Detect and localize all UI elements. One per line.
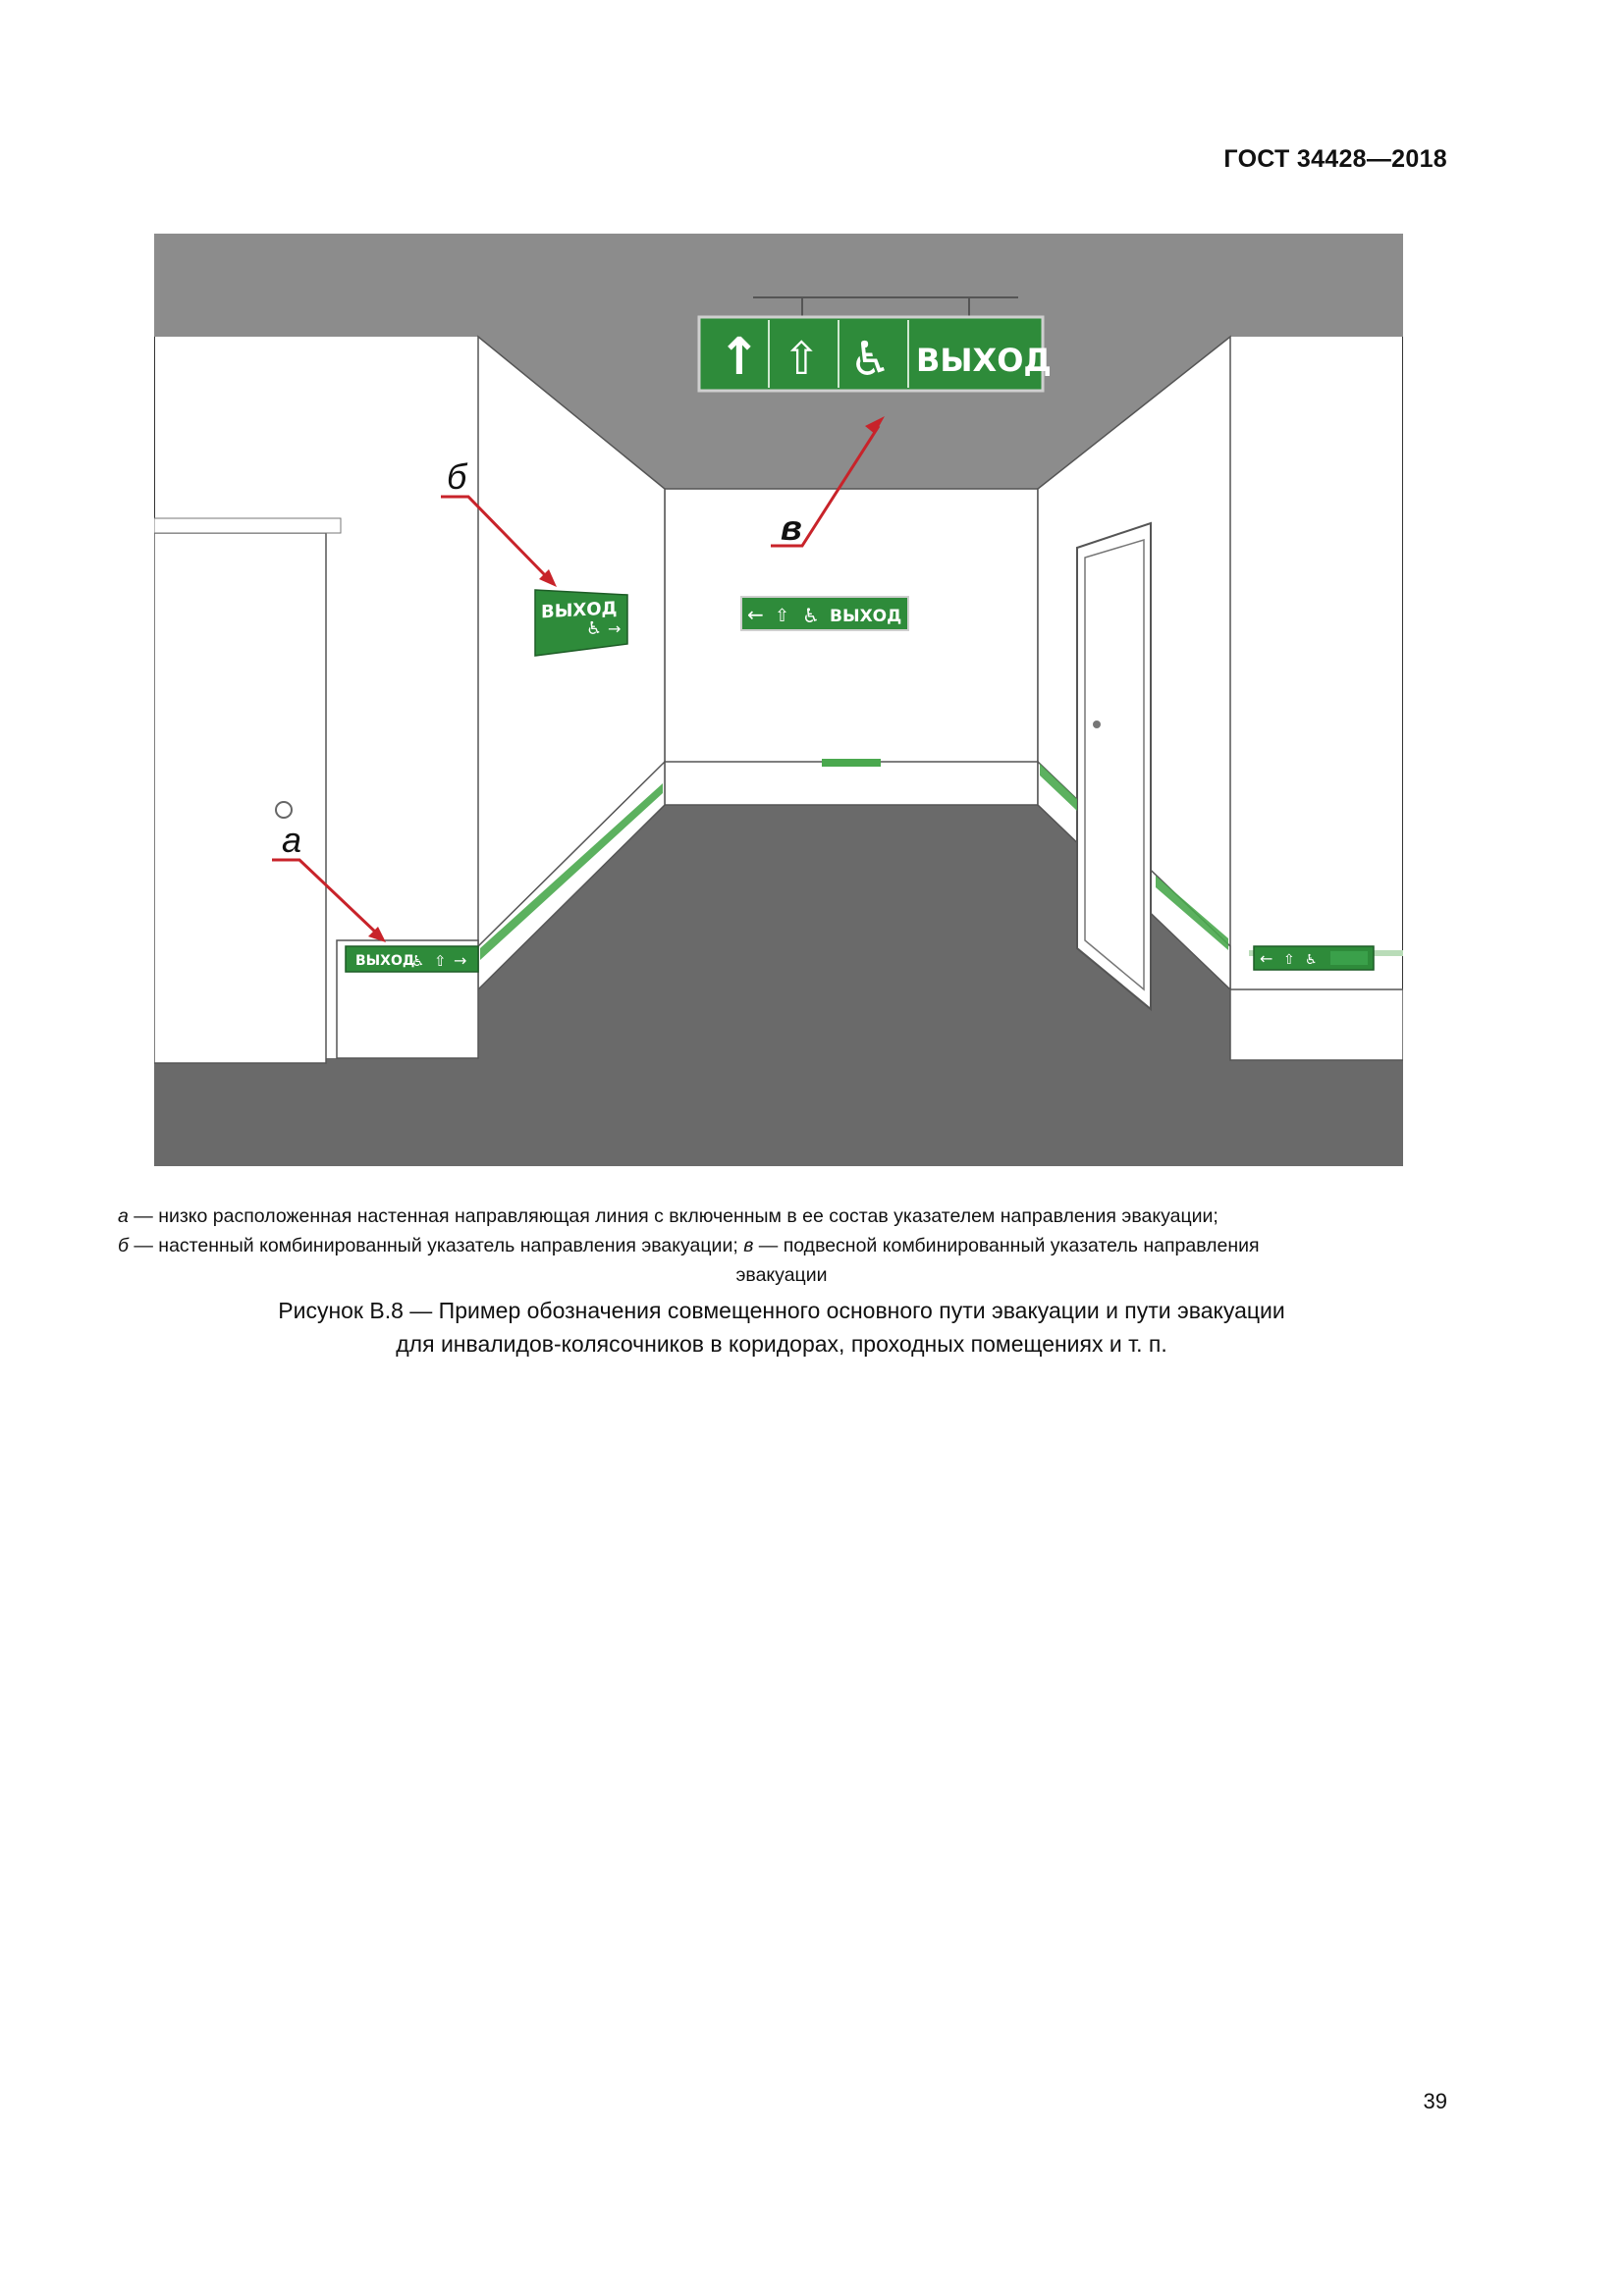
legend-line-1: а — низко расположенная настенная направляющая линия с включенным в ее состав указателем направления эвакуации;: [118, 1205, 1218, 1227]
low-left-sign: [346, 946, 478, 972]
standard-code: ГОСТ 34428—2018: [1223, 145, 1447, 173]
svg-text:ВЫХОД: ВЫХОД: [830, 607, 902, 626]
label-b: б: [447, 456, 467, 497]
page-number: 39: [1423, 2089, 1447, 2113]
svg-text:↑: ↑: [718, 328, 761, 387]
side-wall-sign: [535, 590, 627, 656]
svg-text:♿: ♿: [411, 952, 425, 970]
svg-text:♿: ♿: [802, 604, 820, 627]
svg-text:←: ←: [1260, 949, 1273, 968]
figure-caption: [118, 1294, 1445, 1361]
svg-text:♿: ♿: [1305, 952, 1318, 968]
svg-text:→: →: [454, 951, 467, 970]
legend-line-3: эвакуации: [735, 1264, 828, 1286]
figure-legend: [118, 1201, 1445, 1290]
legend-line-2: б — настенный комбинированный указатель направления эвакуации; в — подвесной комбинированный указатель направления: [118, 1235, 1260, 1256]
svg-text:ВЫХОД: ВЫХОД: [541, 598, 618, 623]
svg-text:⇧: ⇧: [434, 952, 447, 970]
svg-text:⇧: ⇧: [783, 332, 821, 385]
caption-line-1: Рисунок В.8 — Пример обозначения совмещенного основного пути эвакуации и пути эвакуации: [278, 1298, 1285, 1323]
svg-text:→: →: [608, 619, 622, 638]
right-door: [1077, 523, 1151, 1009]
corridor-illustration: [154, 234, 1403, 1166]
svg-text:♿: ♿: [586, 618, 603, 639]
svg-text:ВЫХОД: ВЫХОД: [355, 953, 415, 969]
label-a: а: [282, 820, 302, 860]
svg-text:⇧: ⇧: [775, 606, 790, 626]
svg-text:⇧: ⇧: [1283, 952, 1295, 968]
label-v: в: [781, 507, 802, 548]
left-door: [154, 533, 326, 1063]
back-wall: [665, 489, 1038, 805]
back-guide-line: [822, 759, 881, 767]
svg-text:←: ←: [747, 603, 764, 626]
caption-line-2: для инвалидов-колясочников в коридорах, проходных помещениях и т. п.: [396, 1331, 1167, 1357]
svg-text:ВЫХОД: ВЫХОД: [916, 342, 1052, 379]
svg-text:♿: ♿: [849, 332, 893, 387]
back-wall-sign: [741, 597, 908, 630]
low-right-sign: [1254, 946, 1374, 970]
corridor-drawing: [154, 234, 1403, 1166]
